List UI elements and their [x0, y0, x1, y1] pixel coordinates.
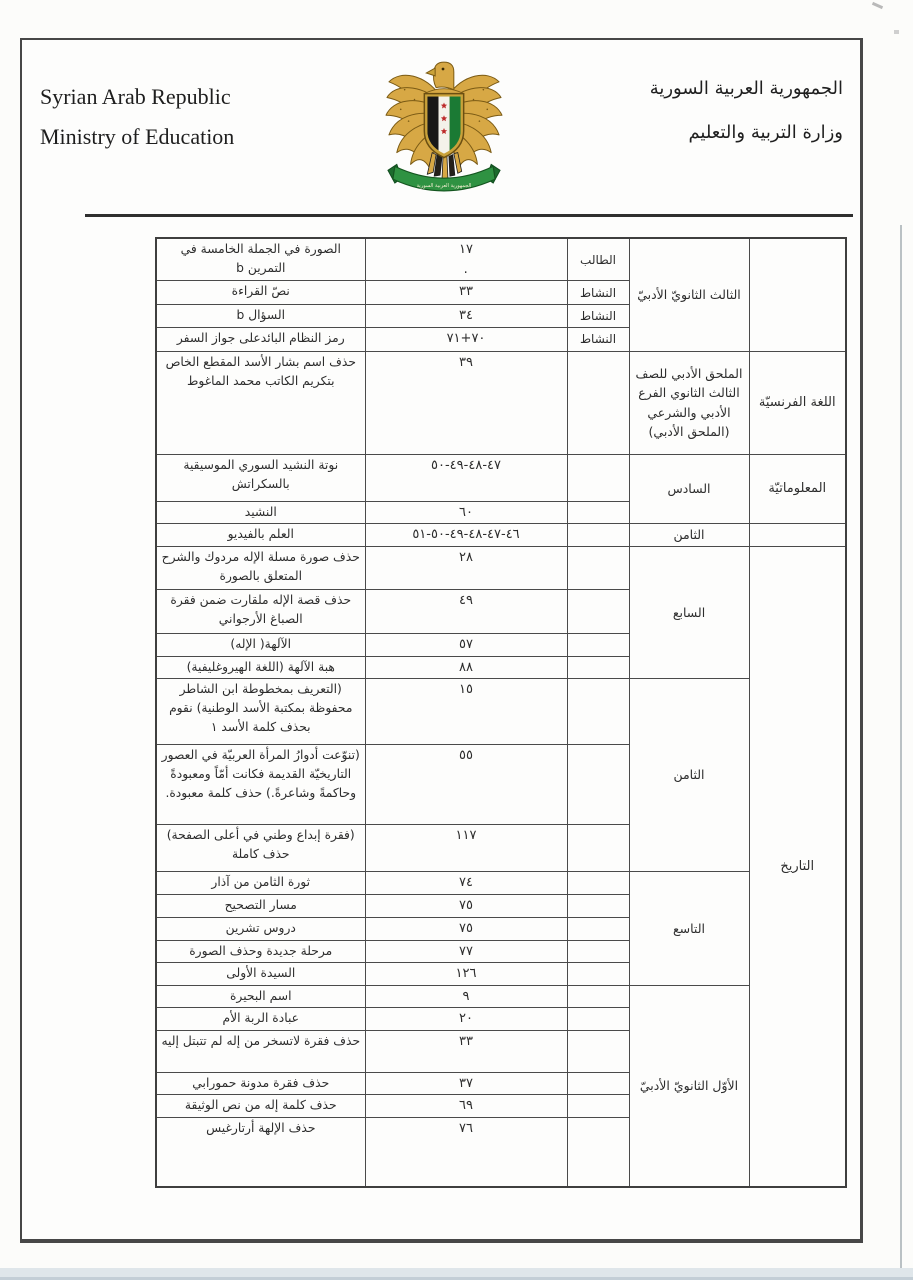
table-row	[156, 872, 846, 895]
cell-description: حذف اسم بشار الأسد المقطع الخاص بتكريم الكاتب محمد الماغوط	[156, 351, 365, 454]
cell-page-number: ٧٠+٧١	[365, 327, 567, 351]
cell-book	[567, 679, 629, 745]
content-changes-table	[155, 237, 847, 1188]
emblem-banner-text: الجمهورية العربية السورية	[416, 183, 472, 190]
cell-subject	[749, 524, 846, 547]
cell-page-number: ٥٥	[365, 745, 567, 825]
header-divider-rule	[85, 214, 853, 217]
cell-book	[567, 454, 629, 501]
cell-page-number: ١١٧	[365, 825, 567, 872]
cell-page-number: ٣٤	[365, 305, 567, 328]
table-body	[156, 238, 846, 1187]
cell-description: السيدة الأولى	[156, 963, 365, 986]
cell-page-number: ١٢٦	[365, 963, 567, 986]
cell-page-number: ٦٩	[365, 1095, 567, 1118]
table-row	[156, 524, 846, 547]
cell-page-number: ٣٧	[365, 1072, 567, 1095]
cell-book	[567, 872, 629, 895]
cell-page-number: ٨٨	[365, 656, 567, 679]
cell-book	[567, 1117, 629, 1187]
cell-description: النشيد	[156, 501, 365, 524]
cell-book	[567, 351, 629, 454]
cell-description: هبة الآلهة (اللغة الهيروغليفية)	[156, 656, 365, 679]
cell-page-number: ٤٧-٤٨-٤٩-٥٠	[365, 454, 567, 501]
cell-book	[567, 895, 629, 918]
cell-description: العلم بالفيديو	[156, 524, 365, 547]
cell-grade: التاسع	[629, 872, 749, 986]
cell-description: عبادة الربة الأم	[156, 1008, 365, 1031]
cell-description: ثورة الثامن من آذار	[156, 872, 365, 895]
cell-book: النشاط	[567, 305, 629, 328]
cell-description: دروس تشرين	[156, 917, 365, 940]
cell-book	[567, 524, 629, 547]
cell-subject: اللغة الفرنسيّة	[749, 351, 846, 454]
cell-book	[567, 825, 629, 872]
cell-page-number: ٤٦-٤٧-٤٨-٤٩-٥٠-٥١	[365, 524, 567, 547]
cell-book	[567, 985, 629, 1008]
header-arabic-line1: الجمهورية العربية السورية	[649, 78, 843, 99]
cell-grade: السادس	[629, 454, 749, 524]
cell-description: (تنوّعت أدوارُ المرأة العربيّة في العصور التاريخيّة القديمة فكانت أمّاً ومعبودةً وحاكمةً وشاعرةً.) حذف كلمة معبودة.	[156, 745, 365, 825]
cell-book	[567, 940, 629, 963]
cell-page-number: ٧٧	[365, 940, 567, 963]
cell-page-number: ٤٩	[365, 589, 567, 633]
cell-page-number: ١٥	[365, 679, 567, 745]
table-row	[156, 546, 846, 589]
cell-book	[567, 963, 629, 986]
cell-book	[567, 589, 629, 633]
cell-grade: الثامن	[629, 524, 749, 547]
scan-bottom-strip	[0, 1268, 913, 1280]
scan-noise-speck	[894, 30, 899, 34]
cell-subject	[749, 238, 846, 351]
cell-description: حذف صورة مسلة الإله مردوك والشرح المتعلق بالصورة	[156, 546, 365, 589]
table-row	[156, 454, 846, 501]
cell-page-number: ٩	[365, 985, 567, 1008]
cell-description: مسار التصحيح	[156, 895, 365, 918]
cell-book	[567, 656, 629, 679]
cell-description: نوتة النشيد السوري الموسيقية بالسكراتش	[156, 454, 365, 501]
cell-subject: التاريخ	[749, 546, 846, 1187]
cell-grade: الملحق الأدبي للصف الثالث الثانوي الفرع الأدبي والشرعي (الملحق الأدبي)	[629, 351, 749, 454]
cell-page-number: ٥٧	[365, 633, 567, 656]
cell-description: الآلهة( الإله)	[156, 633, 365, 656]
cell-page-number: ٢٠	[365, 1008, 567, 1031]
cell-book	[567, 633, 629, 656]
cell-book	[567, 546, 629, 589]
table-row	[156, 679, 846, 745]
syrian-eagle-emblem-icon	[385, 56, 503, 202]
table-row	[156, 985, 846, 1008]
cell-page-number: ٧٥	[365, 917, 567, 940]
cell-page-number: ٣٩	[365, 351, 567, 454]
cell-page-number: ٧٥	[365, 895, 567, 918]
cell-grade: الثالث الثانويّ الأدبيّ	[629, 238, 749, 351]
cell-grade: الأوّل الثانويّ الأدبيّ	[629, 985, 749, 1187]
header-english-line2: Ministry of Education	[40, 124, 235, 149]
header-english-line1: Syrian Arab Republic	[40, 84, 231, 109]
cell-book: النشاط	[567, 327, 629, 351]
cell-page-number: ٦٠	[365, 501, 567, 524]
scan-noise-speck	[872, 2, 883, 9]
scan-page-edge-line	[900, 225, 902, 1280]
cell-description: الصورة في الجملة الخامسة في التمرين b	[156, 238, 365, 281]
cell-page-number: ٧٦	[365, 1117, 567, 1187]
cell-description: (التعريف بمخطوطة ابن الشاطر محفوظة بمكتبة الأسد الوطنية) نقوم بحذف كلمة الأسد ١	[156, 679, 365, 745]
cell-book	[567, 917, 629, 940]
cell-description: نصّ القراءة	[156, 281, 365, 305]
table-row	[156, 351, 846, 454]
cell-book	[567, 1030, 629, 1072]
cell-description: حذف فقرة لاتسخر من إله لم تتبتل إليه	[156, 1030, 365, 1072]
header-arabic-line2: وزارة التربية والتعليم	[688, 122, 843, 143]
cell-page-number: ١٧ .	[365, 238, 567, 281]
cell-description: حذف الإلهة أرتارغيس	[156, 1117, 365, 1187]
cell-page-number: ٧٤	[365, 872, 567, 895]
cell-subject: المعلوماتيّة	[749, 454, 846, 524]
cell-description: اسم البحيرة	[156, 985, 365, 1008]
cell-book	[567, 1008, 629, 1031]
cell-grade: الثامن	[629, 679, 749, 872]
cell-page-number: ٣٣	[365, 281, 567, 305]
cell-book	[567, 745, 629, 825]
cell-description: السؤال b	[156, 305, 365, 328]
cell-description: حذف فقرة مدونة حمورابي	[156, 1072, 365, 1095]
cell-description: مرحلة جديدة وحذف الصورة	[156, 940, 365, 963]
cell-page-number: ٢٨	[365, 546, 567, 589]
cell-book	[567, 1072, 629, 1095]
cell-description: (فقرة إبداع وطني في أعلى الصفحة) حذف كاملة	[156, 825, 365, 872]
cell-book	[567, 1095, 629, 1118]
cell-description: حذف قصة الإله ملقارت ضمن فقرة الصباغ الأرجواني	[156, 589, 365, 633]
table-row	[156, 238, 846, 281]
cell-book: النشاط	[567, 281, 629, 305]
cell-book: الطالب	[567, 238, 629, 281]
cell-grade: السابع	[629, 546, 749, 679]
cell-description: رمز النظام البائدعلى جواز السفر	[156, 327, 365, 351]
cell-page-number: ٣٣	[365, 1030, 567, 1072]
cell-book	[567, 501, 629, 524]
cell-description: حذف كلمة إله من نص الوثيقة	[156, 1095, 365, 1118]
